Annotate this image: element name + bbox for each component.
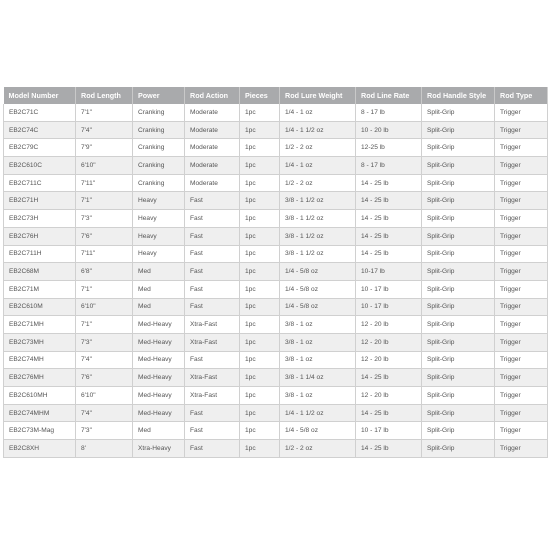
cell-rod-type: Trigger — [495, 263, 548, 281]
cell-pieces: 1pc — [240, 210, 280, 228]
cell-rod-type: Trigger — [495, 139, 548, 157]
cell-model-number: EB2C610MH — [4, 387, 76, 405]
cell-rod-length: 7'11" — [76, 245, 133, 263]
cell-rod-handle-style: Split-Grip — [422, 280, 495, 298]
cell-rod-type: Trigger — [495, 316, 548, 334]
cell-rod-handle-style: Split-Grip — [422, 440, 495, 458]
cell-rod-action: Fast — [185, 245, 240, 263]
cell-rod-line-rate: 10 - 17 lb — [356, 422, 422, 440]
cell-model-number: EB2C71MH — [4, 316, 76, 334]
cell-rod-lure-weight: 3/8 - 1 oz — [280, 316, 356, 334]
table-row — [4, 440, 548, 458]
cell-rod-line-rate: 10 - 20 lb — [356, 121, 422, 139]
cell-power: Med — [133, 280, 185, 298]
cell-rod-type: Trigger — [495, 245, 548, 263]
cell-pieces: 1pc — [240, 404, 280, 422]
cell-rod-lure-weight: 1/2 - 2 oz — [280, 440, 356, 458]
cell-model-number: EB2C76H — [4, 227, 76, 245]
cell-power: Med-Heavy — [133, 316, 185, 334]
cell-power: Cranking — [133, 174, 185, 192]
cell-rod-length: 7'6" — [76, 369, 133, 387]
cell-power: Heavy — [133, 192, 185, 210]
cell-rod-lure-weight: 3/8 - 1 oz — [280, 351, 356, 369]
cell-rod-length: 7'4" — [76, 121, 133, 139]
cell-rod-line-rate: 14 - 25 lb — [356, 174, 422, 192]
cell-pieces: 1pc — [240, 192, 280, 210]
table-header-row — [4, 87, 548, 104]
cell-rod-lure-weight: 3/8 - 1 1/2 oz — [280, 210, 356, 228]
cell-rod-line-rate: 14 - 25 lb — [356, 192, 422, 210]
cell-rod-type: Trigger — [495, 104, 548, 121]
cell-power: Med-Heavy — [133, 333, 185, 351]
cell-rod-handle-style: Split-Grip — [422, 121, 495, 139]
cell-rod-lure-weight: 1/4 - 5/8 oz — [280, 422, 356, 440]
cell-power: Heavy — [133, 210, 185, 228]
table-row — [4, 369, 548, 387]
table-row — [4, 104, 548, 121]
table-row — [4, 316, 548, 334]
cell-rod-length: 7'9" — [76, 139, 133, 157]
cell-power: Xtra-Heavy — [133, 440, 185, 458]
cell-model-number: EB2C79C — [4, 139, 76, 157]
cell-rod-line-rate: 8 - 17 lb — [356, 104, 422, 121]
cell-rod-line-rate: 12 - 20 lb — [356, 316, 422, 334]
cell-pieces: 1pc — [240, 369, 280, 387]
cell-power: Med — [133, 422, 185, 440]
cell-model-number: EB2C68M — [4, 263, 76, 281]
cell-rod-type: Trigger — [495, 298, 548, 316]
cell-rod-handle-style: Split-Grip — [422, 298, 495, 316]
cell-rod-length: 7'3" — [76, 210, 133, 228]
cell-rod-action: Fast — [185, 298, 240, 316]
cell-model-number: EB2C610C — [4, 157, 76, 175]
cell-rod-handle-style: Split-Grip — [422, 227, 495, 245]
cell-rod-line-rate: 12 - 20 lb — [356, 333, 422, 351]
cell-pieces: 1pc — [240, 351, 280, 369]
cell-power: Cranking — [133, 121, 185, 139]
cell-rod-lure-weight: 1/4 - 5/8 oz — [280, 298, 356, 316]
cell-rod-lure-weight: 1/4 - 1 oz — [280, 104, 356, 121]
cell-model-number: EB2C73H — [4, 210, 76, 228]
cell-rod-type: Trigger — [495, 192, 548, 210]
cell-rod-handle-style: Split-Grip — [422, 316, 495, 334]
table-row — [4, 298, 548, 316]
table-row — [4, 121, 548, 139]
cell-rod-lure-weight: 3/8 - 1 1/2 oz — [280, 192, 356, 210]
cell-rod-type: Trigger — [495, 121, 548, 139]
cell-model-number: EB2C74MH — [4, 351, 76, 369]
cell-rod-action: Moderate — [185, 121, 240, 139]
cell-rod-handle-style: Split-Grip — [422, 139, 495, 157]
cell-rod-action: Fast — [185, 263, 240, 281]
cell-power: Cranking — [133, 139, 185, 157]
table-row — [4, 387, 548, 405]
cell-pieces: 1pc — [240, 280, 280, 298]
cell-pieces: 1pc — [240, 316, 280, 334]
table-row — [4, 351, 548, 369]
cell-rod-length: 6'10" — [76, 387, 133, 405]
cell-rod-handle-style: Split-Grip — [422, 157, 495, 175]
cell-rod-type: Trigger — [495, 422, 548, 440]
cell-rod-lure-weight: 1/4 - 1 1/2 oz — [280, 404, 356, 422]
cell-rod-action: Fast — [185, 404, 240, 422]
cell-rod-action: Moderate — [185, 104, 240, 121]
cell-rod-handle-style: Split-Grip — [422, 404, 495, 422]
header-model-number: Model Number — [4, 87, 76, 104]
cell-rod-action: Fast — [185, 280, 240, 298]
cell-pieces: 1pc — [240, 157, 280, 175]
cell-rod-length: 7'1" — [76, 192, 133, 210]
table-row — [4, 404, 548, 422]
cell-rod-type: Trigger — [495, 333, 548, 351]
cell-rod-length: 8' — [76, 440, 133, 458]
cell-pieces: 1pc — [240, 333, 280, 351]
cell-rod-lure-weight: 3/8 - 1 oz — [280, 333, 356, 351]
cell-pieces: 1pc — [240, 139, 280, 157]
cell-pieces: 1pc — [240, 245, 280, 263]
cell-rod-type: Trigger — [495, 174, 548, 192]
header-rod-action: Rod Action — [185, 87, 240, 104]
cell-pieces: 1pc — [240, 121, 280, 139]
cell-rod-line-rate: 12-25 lb — [356, 139, 422, 157]
cell-rod-type: Trigger — [495, 404, 548, 422]
table-row — [4, 227, 548, 245]
cell-rod-lure-weight: 3/8 - 1 1/2 oz — [280, 245, 356, 263]
cell-rod-line-rate: 8 - 17 lb — [356, 157, 422, 175]
cell-pieces: 1pc — [240, 440, 280, 458]
cell-rod-lure-weight: 1/4 - 5/8 oz — [280, 280, 356, 298]
cell-rod-length: 7'1" — [76, 104, 133, 121]
cell-power: Heavy — [133, 227, 185, 245]
cell-rod-line-rate: 14 - 25 lb — [356, 210, 422, 228]
header-rod-line-rate: Rod Line Rate — [356, 87, 422, 104]
cell-rod-handle-style: Split-Grip — [422, 210, 495, 228]
cell-rod-action: Moderate — [185, 139, 240, 157]
cell-power: Cranking — [133, 104, 185, 121]
table-row — [4, 280, 548, 298]
cell-rod-length: 7'1" — [76, 280, 133, 298]
cell-pieces: 1pc — [240, 422, 280, 440]
cell-rod-action: Moderate — [185, 174, 240, 192]
cell-rod-length: 7'3" — [76, 333, 133, 351]
cell-rod-handle-style: Split-Grip — [422, 387, 495, 405]
header-rod-length: Rod Length — [76, 87, 133, 104]
header-power: Power — [133, 87, 185, 104]
cell-pieces: 1pc — [240, 227, 280, 245]
cell-rod-line-rate: 14 - 25 lb — [356, 227, 422, 245]
cell-model-number: EB2C71C — [4, 104, 76, 121]
table-row — [4, 263, 548, 281]
cell-model-number: EB2C74C — [4, 121, 76, 139]
cell-model-number: EB2C610M — [4, 298, 76, 316]
cell-rod-line-rate: 10 - 17 lb — [356, 280, 422, 298]
header-rod-handle-style: Rod Handle Style — [422, 87, 495, 104]
cell-rod-handle-style: Split-Grip — [422, 333, 495, 351]
cell-rod-handle-style: Split-Grip — [422, 351, 495, 369]
cell-rod-line-rate: 10-17 lb — [356, 263, 422, 281]
cell-power: Heavy — [133, 245, 185, 263]
cell-rod-line-rate: 14 - 25 lb — [356, 245, 422, 263]
rod-spec-table — [3, 87, 548, 458]
cell-model-number: EB2C8XH — [4, 440, 76, 458]
table-row — [4, 192, 548, 210]
cell-model-number: EB2C76MH — [4, 369, 76, 387]
cell-rod-line-rate: 12 - 20 lb — [356, 351, 422, 369]
cell-rod-length: 7'6" — [76, 227, 133, 245]
cell-model-number: EB2C711C — [4, 174, 76, 192]
cell-rod-handle-style: Split-Grip — [422, 422, 495, 440]
cell-rod-length: 7'4" — [76, 404, 133, 422]
cell-pieces: 1pc — [240, 174, 280, 192]
cell-rod-action: Fast — [185, 227, 240, 245]
cell-model-number: EB2C71H — [4, 192, 76, 210]
cell-model-number: EB2C711H — [4, 245, 76, 263]
cell-rod-handle-style: Split-Grip — [422, 263, 495, 281]
cell-power: Med-Heavy — [133, 404, 185, 422]
cell-power: Med — [133, 263, 185, 281]
cell-rod-action: Fast — [185, 440, 240, 458]
cell-power: Cranking — [133, 157, 185, 175]
table-row — [4, 139, 548, 157]
cell-power: Med — [133, 298, 185, 316]
cell-rod-length: 6'8" — [76, 263, 133, 281]
cell-rod-handle-style: Split-Grip — [422, 369, 495, 387]
cell-rod-type: Trigger — [495, 351, 548, 369]
cell-rod-lure-weight: 1/4 - 1 oz — [280, 157, 356, 175]
cell-rod-type: Trigger — [495, 210, 548, 228]
cell-rod-length: 7'11" — [76, 174, 133, 192]
cell-rod-handle-style: Split-Grip — [422, 174, 495, 192]
cell-rod-type: Trigger — [495, 157, 548, 175]
cell-rod-line-rate: 10 - 17 lb — [356, 298, 422, 316]
cell-rod-lure-weight: 1/4 - 1 1/2 oz — [280, 121, 356, 139]
cell-model-number: EB2C73MH — [4, 333, 76, 351]
cell-model-number: EB2C74MHM — [4, 404, 76, 422]
cell-rod-lure-weight: 3/8 - 1 1/2 oz — [280, 227, 356, 245]
cell-rod-length: 6'10" — [76, 157, 133, 175]
cell-rod-action: Xtra-Fast — [185, 387, 240, 405]
cell-rod-type: Trigger — [495, 440, 548, 458]
cell-rod-action: Fast — [185, 210, 240, 228]
cell-rod-line-rate: 14 - 25 lb — [356, 440, 422, 458]
cell-rod-length: 7'3" — [76, 422, 133, 440]
cell-rod-type: Trigger — [495, 369, 548, 387]
cell-power: Med-Heavy — [133, 387, 185, 405]
cell-rod-line-rate: 14 - 25 lb — [356, 369, 422, 387]
cell-pieces: 1pc — [240, 263, 280, 281]
cell-rod-lure-weight: 1/2 - 2 oz — [280, 139, 356, 157]
header-rod-type: Rod Type — [495, 87, 548, 104]
cell-rod-lure-weight: 3/8 - 1 oz — [280, 387, 356, 405]
cell-rod-action: Xtra-Fast — [185, 369, 240, 387]
cell-rod-line-rate: 12 - 20 lb — [356, 387, 422, 405]
cell-rod-line-rate: 14 - 25 lb — [356, 404, 422, 422]
cell-rod-lure-weight: 1/4 - 5/8 oz — [280, 263, 356, 281]
cell-rod-action: Moderate — [185, 157, 240, 175]
table-row — [4, 422, 548, 440]
cell-pieces: 1pc — [240, 298, 280, 316]
cell-rod-type: Trigger — [495, 387, 548, 405]
cell-rod-action: Fast — [185, 422, 240, 440]
cell-rod-action: Xtra-Fast — [185, 333, 240, 351]
cell-rod-type: Trigger — [495, 227, 548, 245]
cell-model-number: EB2C71M — [4, 280, 76, 298]
table-row — [4, 210, 548, 228]
cell-rod-action: Xtra-Fast — [185, 316, 240, 334]
cell-rod-lure-weight: 1/2 - 2 oz — [280, 174, 356, 192]
spec-table-container — [3, 87, 547, 458]
cell-power: Med-Heavy — [133, 351, 185, 369]
cell-rod-action: Fast — [185, 351, 240, 369]
cell-pieces: 1pc — [240, 387, 280, 405]
cell-rod-handle-style: Split-Grip — [422, 192, 495, 210]
header-rod-lure-weight: Rod Lure Weight — [280, 87, 356, 104]
table-row — [4, 245, 548, 263]
cell-rod-length: 6'10" — [76, 298, 133, 316]
cell-model-number: EB2C73M-Mag — [4, 422, 76, 440]
cell-power: Med-Heavy — [133, 369, 185, 387]
table-body — [4, 104, 548, 457]
header-pieces: Pieces — [240, 87, 280, 104]
table-row — [4, 174, 548, 192]
cell-rod-handle-style: Split-Grip — [422, 104, 495, 121]
table-row — [4, 333, 548, 351]
cell-rod-lure-weight: 3/8 - 1 1/4 oz — [280, 369, 356, 387]
cell-rod-length: 7'1" — [76, 316, 133, 334]
cell-rod-type: Trigger — [495, 280, 548, 298]
cell-rod-action: Fast — [185, 192, 240, 210]
cell-rod-handle-style: Split-Grip — [422, 245, 495, 263]
cell-rod-length: 7'4" — [76, 351, 133, 369]
table-row — [4, 157, 548, 175]
cell-pieces: 1pc — [240, 104, 280, 121]
